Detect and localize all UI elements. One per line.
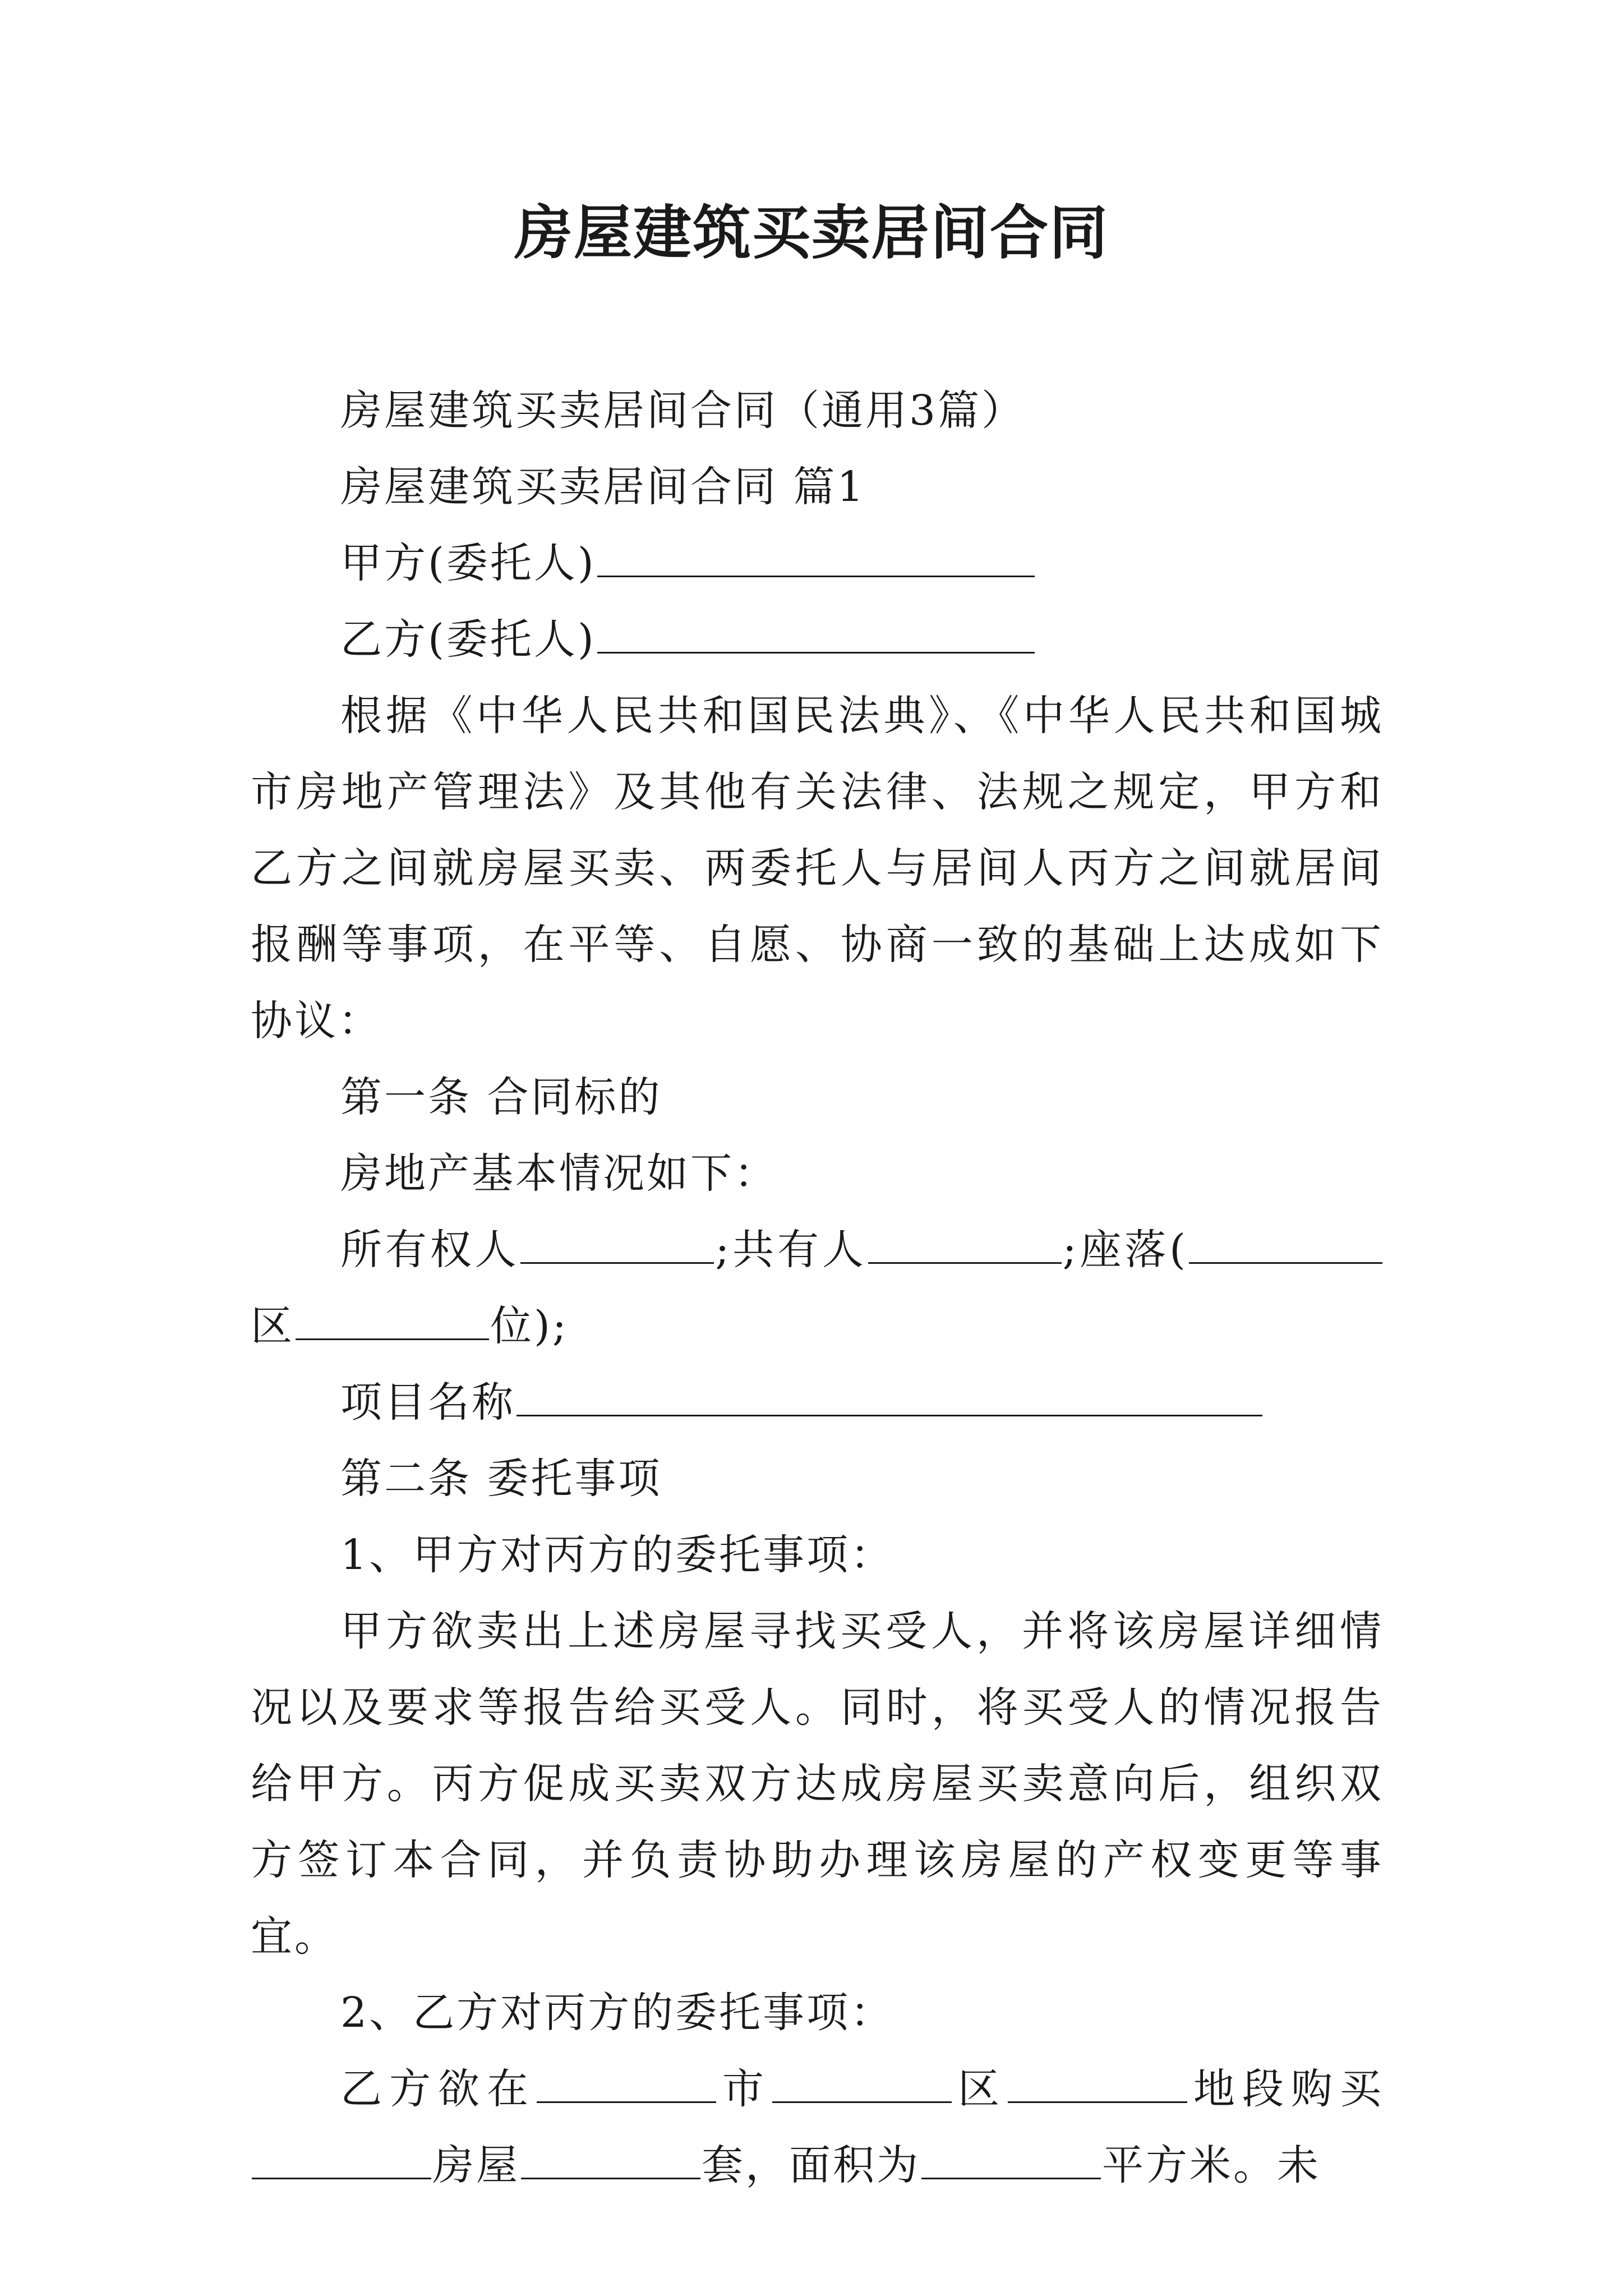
co-owner-label: ;共有人 <box>715 1226 867 1274</box>
house-type-blank <box>252 2137 431 2179</box>
item2-body <box>251 2051 1384 2203</box>
location-label: ;座落( <box>1062 1226 1188 1274</box>
item1-body: 甲方欲卖出上述房屋寻找买受人，并将该房屋详细情况以及要求等报告给买受人。同时，将买受人的情况报告给甲方。丙方促成买卖双方达成房屋买卖意向后，组织双方签订本合同，并负责协助办理该房屋的产权变更等事宜。 <box>251 1607 1384 1961</box>
project-blank <box>517 1374 1262 1416</box>
document-title: 房屋建筑买卖居间合同 <box>514 198 1109 267</box>
article1-intro: 房地产基本情况如下： <box>340 1149 778 1198</box>
party-a-blank <box>597 535 1035 577</box>
owner-blank <box>520 1222 714 1264</box>
city-blank <box>537 2061 716 2103</box>
subtitle: 房屋建筑买卖居间合同（通用3篇） <box>340 386 1026 435</box>
preamble-paragraph: 根据《中华人民共和国民法典》、《中华人民共和国城市房地产管理法》及其他有关法律、法规之规定，甲方和乙方之间就房屋买卖、两委托人与居间人丙方之间就居间报酬等事项，在平等、自愿、协商一致的基础上达成如下协议： <box>251 692 1384 1045</box>
area-blank <box>921 2137 1101 2179</box>
item2-seg4: 地段购买 <box>1188 2065 1384 2113</box>
item2-seg5: 房屋 <box>432 2141 520 2189</box>
article2-title: 第二条 委托事项 <box>340 1455 662 1503</box>
item2-seg3: 区 <box>953 2065 1007 2113</box>
party-a-line <box>251 525 1384 601</box>
position-label: 位); <box>490 1302 569 1350</box>
district-label: 区 <box>251 1302 294 1350</box>
property-info-line <box>251 1212 1384 1364</box>
article1-title: 第一条 合同标的 <box>340 1073 662 1121</box>
item2-seg7: 平方米。未 <box>1102 2141 1321 2189</box>
party-b-line <box>251 601 1384 678</box>
item2-seg1: 乙方欲在 <box>340 2065 536 2113</box>
party-b-label: 乙方(委托人) <box>340 615 596 664</box>
location-blank <box>1189 1222 1382 1264</box>
item2-seg6: 套，面积为 <box>702 2141 920 2189</box>
item1-title: 1、甲方对丙方的委托事项： <box>340 1531 895 1579</box>
district-blank <box>296 1298 489 1340</box>
project-name-line <box>251 1364 1384 1441</box>
owner-label: 所有权人 <box>340 1226 520 1274</box>
co-owner-blank <box>868 1222 1062 1264</box>
party-a-label: 甲方(委托人) <box>340 539 596 587</box>
item2-title: 2、乙方对丙方的委托事项： <box>340 1989 895 2037</box>
party-b-blank <box>597 611 1035 654</box>
section-heading: 房屋建筑买卖居间合同 篇1 <box>340 463 866 511</box>
count-blank <box>521 2137 700 2179</box>
district-blank-2 <box>772 2061 952 2103</box>
item2-seg2: 市 <box>717 2065 771 2113</box>
document-body <box>251 372 1384 2203</box>
project-label: 项目名称 <box>340 1378 515 1427</box>
section-blank <box>1008 2061 1187 2103</box>
